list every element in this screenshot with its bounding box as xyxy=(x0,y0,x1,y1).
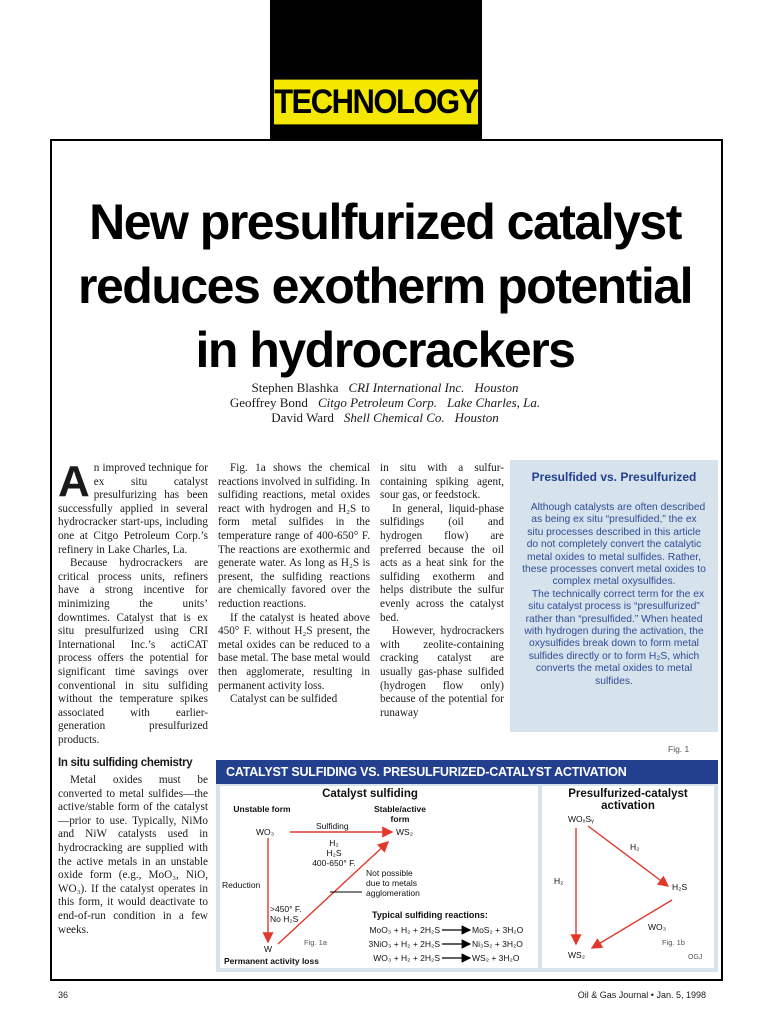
body-column-1 xyxy=(58,457,208,937)
woxsy-node: WOₓSᵧ xyxy=(568,814,594,824)
headline-line-1: New presulfurized catalyst xyxy=(89,194,681,250)
byline-1 xyxy=(150,380,620,395)
frame-top-rule xyxy=(50,139,723,141)
figure-title: CATALYST SULFIDING VS. PRESULFURIZED-CATALYST ACTIVATION xyxy=(216,760,718,784)
sidebar-box xyxy=(510,460,718,732)
sidebar-paragraph: The technically correct term for the ex situ catalyst process is “presulfurized” rather than “presulfided.” When heated with hydrogen during the activation, the oxysulfides break down to form metal sulfides directly or to form H₂S, which converts the metal oxides to metal sulfides. xyxy=(524,588,705,687)
condition-temp: 400-650° F. xyxy=(312,858,356,868)
h2-label-top: H₂ xyxy=(630,842,640,852)
w-node: W xyxy=(264,944,273,954)
drop-cap: A xyxy=(58,457,90,506)
paragraph: Fig. 1a shows the chemical reactions involved in sulfiding. In sulfiding reactions, metal oxides react with hydrogen and H₂S to form metal sulfides in the temperature range of 400-650° F. The reactions are exothermic and generate water. As long as H₂S is present, the sulfiding reactions are chemically favored over the reduction reactions. xyxy=(218,462,370,610)
author-place: Houston xyxy=(474,380,519,395)
ws2-node: WS₂ xyxy=(396,827,413,837)
paragraph: in situ with a sulfur-containing spiking agent, sour gas, or feedstock. xyxy=(380,462,504,502)
figure-1 xyxy=(216,760,718,972)
author-org: Shell Chemical Co. xyxy=(343,410,445,425)
panel-1a-title: Catalyst sulfiding xyxy=(322,788,418,800)
frame-right-rule xyxy=(721,139,723,981)
subhead: In situ sulfiding chemistry xyxy=(58,757,193,770)
ws2-node: WS₂ xyxy=(568,950,585,960)
section-tab xyxy=(270,0,482,140)
figure-number: Fig. 1 xyxy=(668,744,690,754)
paragraph: In general, liquid-phase sulfidings (oil and hydrogen flow) are preferred because the oil acts as a heat sink for the sulfiding exotherm and helps distribute the sulfur evenly across the catalyst bed. xyxy=(380,502,504,624)
paragraph: However, hydrocrackers with zeolite-containing cracking catalyst are usually gas-phase sulfided (hydrogen flow only) because of the potential for runaway xyxy=(380,625,504,719)
reaction-1-reactants: MoO₃ + H₂ + 2H₂S xyxy=(369,925,440,935)
author-place: Lake Charles, La. xyxy=(446,395,541,410)
frame-bottom-rule xyxy=(50,979,723,981)
reaction-3-reactants: WO₃ + H₂ + 2H₂S xyxy=(373,953,440,963)
reduction-label: Reduction xyxy=(222,880,261,890)
condition-h2s: H₂S xyxy=(326,848,342,858)
not-possible-note xyxy=(366,868,420,898)
title-line: Presulfurized-catalyst xyxy=(568,788,688,800)
h2s-node: H₂S xyxy=(672,882,688,892)
wo3-node: WO₃ xyxy=(256,827,275,837)
wo3-label: WO₃ xyxy=(648,922,667,932)
reduction-conditions xyxy=(270,904,302,924)
reaction-3-products: WS₂ + 3H₂O xyxy=(472,953,520,963)
reaction-1-products: MoS₂ + 3H₂O xyxy=(472,925,524,935)
section-label: TECHNOLOGY xyxy=(274,80,478,125)
stable-label: Stable/active form xyxy=(374,804,426,824)
fig-1a-label: Fig. 1a xyxy=(304,938,327,947)
h2-to-h2s-arrow xyxy=(588,826,668,886)
body-column-3 xyxy=(380,462,504,720)
reaction-2-products: Ni₃S₂ + 3H₂O xyxy=(472,939,523,949)
author-org: Citgo Petroleum Corp. xyxy=(317,395,437,410)
body-column-2 xyxy=(218,462,370,707)
headline-line-2: reduces exotherm potential xyxy=(78,258,692,314)
paragraph: Because hydrocrackers are critical process units, refiners have a strong incentive for minimizing the units’ downtimes. Catalyst that is ex situ presulfurized using CRI International Inc.’s actiCAT process offers the potential for significant time savings over conventional in situ sulfiding without the temperature spikes associated with earlier-generation presulfurized products. xyxy=(58,557,208,746)
figure-panel-1a xyxy=(220,786,538,968)
byline-3 xyxy=(150,410,620,425)
author-name: Stephen Blashka xyxy=(251,380,339,395)
condition-h2: H₂ xyxy=(329,838,339,848)
publication-line: Oil & Gas Journal • Jan. 5, 1998 xyxy=(577,990,706,1000)
paragraph xyxy=(58,457,208,557)
bylines xyxy=(150,380,620,425)
author-place: Houston xyxy=(454,410,499,425)
panel-1b-title xyxy=(542,788,714,812)
paragraph: If the catalyst is heated above 450° F. without H₂S present, the metal oxides can be reduced to a base metal. The base metal would then agglomerate, resulting in permanent activity loss. xyxy=(218,611,370,692)
note-line: Not possible xyxy=(366,868,413,878)
note-line: agglomeration xyxy=(366,888,420,898)
paragraph: Catalyst can be sulfided xyxy=(230,693,338,706)
ogj-credit: OGJ xyxy=(688,954,703,961)
frame-left-rule xyxy=(50,139,52,981)
headline-line-3: in hydrocrackers xyxy=(195,322,575,378)
title-line: activation xyxy=(601,800,655,812)
paragraph: Metal oxides must be converted to metal sulfides—the active/stable form of the catalyst—prior to use. Typically, NiMo and NiW catalysts used in hydrocracking are supplied with the active metals in an unstable oxide form (e.g., MoO₃, NiO, WO₃). If the catalyst operates in this form, it would deactivate to end-of-run condition in a few weeks. xyxy=(58,774,208,936)
byline-2 xyxy=(150,395,620,410)
page-number: 36 xyxy=(58,990,69,1000)
author-name: Geoffrey Bond xyxy=(229,395,308,410)
h2-label-left: H₂ xyxy=(554,876,564,886)
article-headline xyxy=(60,190,710,382)
reactions-title: Typical sulfiding reactions: xyxy=(372,910,488,920)
sidebar-paragraph: Although catalysts are often described as being ex situ “presulfided,” the ex situ processes described in this article do not completely convert the catalytic metal oxides to metal sulfides. Rather, these processes convert metal oxides to complex metal oxysulfides. xyxy=(522,502,706,588)
condition-line: No H₂S xyxy=(270,914,299,924)
sulfiding-label: Sulfiding xyxy=(316,821,349,831)
author-org: CRI International Inc. xyxy=(348,380,465,395)
unstable-label: Unstable form xyxy=(233,804,291,814)
fig-1b-label: Fig. 1b xyxy=(662,938,685,947)
note-line: due to metals xyxy=(366,878,418,888)
figure-panel-1b xyxy=(542,786,714,968)
sidebar-title: Presulfided vs. Presulfurized xyxy=(531,470,697,484)
reaction-2-reactants: 3NiO₃ + H₂ + 2H₂S xyxy=(368,939,440,949)
condition-line: >450° F. xyxy=(270,904,302,914)
paragraph-text: n improved technique for ex situ catalyst presulfurizing has been successfully applied in several hydrocracker start-ups, including one at Citgo Petroleum Corp.’s refinery in Lake Charles, La. xyxy=(58,462,208,556)
permanent-loss-label: Permanent activity loss xyxy=(224,956,319,966)
author-name: David Ward xyxy=(271,410,334,425)
